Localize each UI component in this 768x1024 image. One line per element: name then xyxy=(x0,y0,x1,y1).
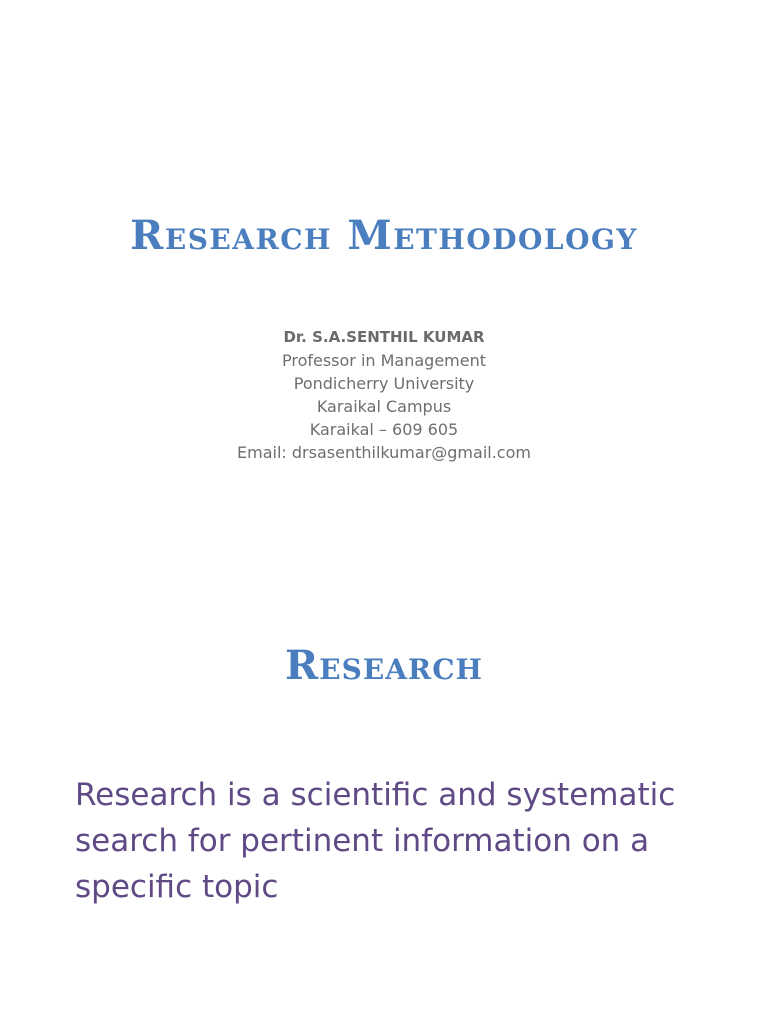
slide-title-heading: Research Methodology xyxy=(130,212,638,259)
author-position: Professor in Management xyxy=(281,351,487,370)
author-university: Pondicherry University xyxy=(293,374,475,393)
author-name: Dr. S.A.SENTHIL KUMAR xyxy=(283,328,485,346)
slide-research-heading: Research xyxy=(285,642,483,689)
author-email: Email: drsasenthilkumar@gmail.com xyxy=(237,443,531,462)
slide-research xyxy=(0,576,768,1024)
author-address: Karaikal – 609 605 xyxy=(309,420,459,439)
research-definition: Research is a scientific and systematic search for pertinent information on a specific topic xyxy=(75,777,676,905)
author-info xyxy=(0,326,768,464)
author-campus: Karaikal Campus xyxy=(316,397,452,416)
